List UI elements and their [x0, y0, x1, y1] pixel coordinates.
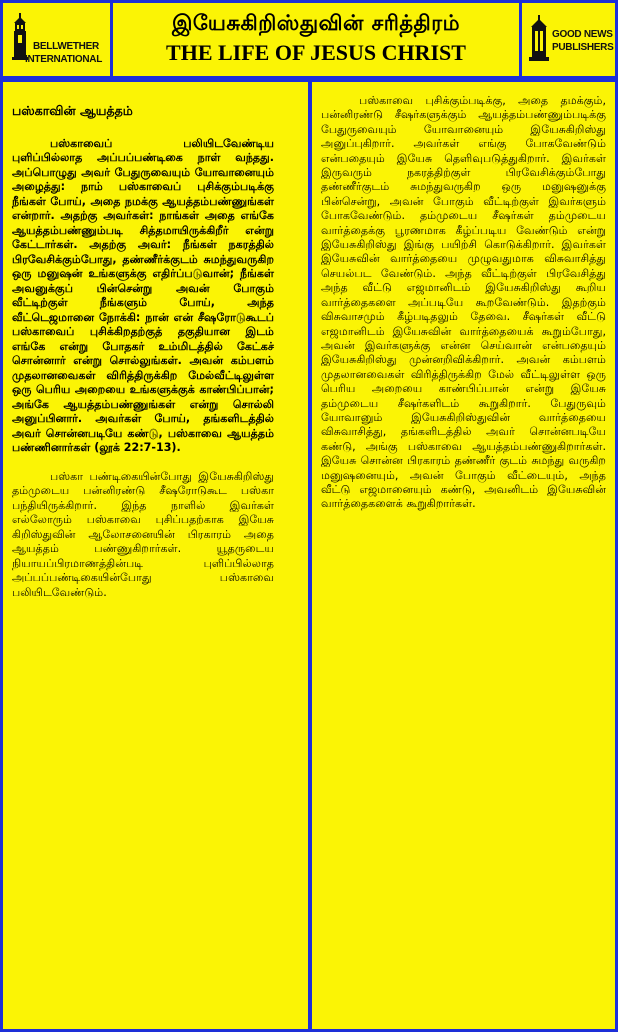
title-english: THE LIFE OF JESUS CHRIST [166, 40, 466, 65]
logo-bellwether [3, 3, 110, 76]
logo-left-line1: BELLWETHER [33, 41, 99, 52]
title-tamil: இயேசுகிறிஸ்துவின் சரித்திரம் [171, 11, 461, 35]
page-header [113, 3, 519, 76]
left-column-text [12, 104, 274, 600]
scripture-paragraph: பஸ்காவைப் பலியிடவேண்டிய புளிப்பில்லாத அப்பப்பண்டிகை நாள் வந்தது. அப்பொழுது அவர் பேதுருவையும் யோவானையும் அழைத்து: நாம் பஸ்காவைப் புசிக்கும்படிக்கு நீங்கள் போய், அதை நமக்கு ஆயத்தம்பண்ணுங்கள் என்றார். அதற்கு அவர்கள்: நாங்கள் அதை எங்கே ஆயத்தம்பண்ணும்படி சித்தமாயிருக்கிறீர் என்று கேட்டார்கள். அதற்கு அவர்: நீங்கள் நகரத்தில் பிரவேசிக்கும்போது, தண்ணீர்க்குடம் சுமந்துவருகிற ஒரு மனுஷன் உங்களுக்கு எதிர்ப்படுவான்; நீங்கள் அவனுக்குப் பின்சென்று அவன் போகும் வீட்டிற்குள் நீங்களும் போய், அந்த வீட்டெஜமானை நோக்கி: நான் என் சீஷரோடுகூடப் பஸ்காவைப் புசிக்கிறதற்குத் தகுதியான இடம் எங்கே என்று போதகர் உம்மிடத்தில் கேட்கச் சொன்னார் என்று சொல்லுங்கள். அவன் கம்பளம் முதலானவைகள் விரித்திருக்கிற மேல்வீட்டிலுள்ள ஒரு பெரிய அறையை உங்களுக்குக் காண்பிப்பான்; அங்கே ஆயத்தம்பண்ணுங்கள் என்று சொல்லி அனுப்பினார். அவர்கள் போய், தங்களிடத்தில் அவர் சொன்னபடியே கண்டு, பஸ்காவை ஆயத்தம் பண்ணினார்கள் (லூக் 22:7-13). [12, 136, 274, 454]
logo-right-line1: GOOD NEWS [552, 29, 613, 40]
left-column [3, 82, 308, 1029]
right-column-text [321, 94, 606, 512]
commentary-paragraph-2: பஸ்காவை புசிக்கும்படிக்கு, அதை தமக்கும், பன்னிரண்டு சீஷர்களுக்கும் ஆயத்தம்பண்ணும்படிக்கு பேதுருவையும் யோவானையும் இயேசுகிறிஸ்து அனுப்புகிறார். அவர்கள் எங்கு போகவேண்டும் என்பதையும் இயேசு தெளிவுபடுத்துகிறார். இவர்கள் இருவரும் நகரத்திற்குள் பிரவேசிக்கும்போது தண்ணீர்குடம் சுமந்துவருகிற ஒரு மனுஷனுக்கு பின்சென்று, அவன் போகும் வீட்டிற்குள் இவர்களும் போகவேண்டும். தம்முடைய சீஷர்கள் தம்முடைய வார்த்தைக்கு பூரணமாக கீழ்ப்படிய வேண்டும் என்று இயேசுகிறிஸ்து இங்கு பயிற்சி கொடுக்கிறார். இவர்கள் இயேசுவின் வார்த்தையை முழுவதுமாக விசுவாசித்து செயல்பட வேண்டும். அந்த வீட்டிற்குள் பிரவேசித்து அந்த வீட்டு எஜமானிடம் இயேசுகிறிஸ்து கூறிய வார்த்தைகளை அப்படியே கூறவேண்டும். இதற்கும் விசுவாசமும் கீழ்படிதலும் தேவை. சீஷர்கள் வீட்டு எஜமானிடம் இயேசுவின் வார்த்தையைக் கூறும்போது, அவன் இவர்களுக்கு என்ன செய்வான் என்பதையும் இயேசுகிறிஸ்து முன்னறிவிக்கிறார். அவன் கம்பளம் முதலானவைகள் விரித்திருக்கிற மேல் வீட்டிலுள்ள ஒரு பெரிய அறையை காண்பிப்பான் என்று இயேசு தம்முடைய சீஷர்களிடம் கூறுகிறார். பேதுருவும் யோவானும் இயேசுகிறிஸ்துவின் வார்த்தையை விசுவாசித்து, தங்களிடத்தில் அவர் சொன்னபடியே கண்டு, அங்கு பஸ்காவை ஆயத்தம்பண்ணுகிறார்கள். இயேசு சொன்ன பிரகாரம் தண்ணீர் குடம் சுமந்து வருகிற மனுஷனையும், அவன் போகும் வீட்டையும், அந்த வீட்டு எஜமானையும் கண்டு, அவனிடம் இயேசுவின் வார்த்தைகளைக் கூறுகிறார்கள். [321, 94, 606, 511]
logo-good-news [522, 3, 615, 76]
logo-right-line2: PUBLISHERS [552, 42, 614, 53]
logo-left-line2: INTERNATIONAL [25, 54, 103, 65]
commentary-paragraph-1: பஸ்கா பண்டிகையின்போது இயேசுகிறிஸ்து தம்முடைய பன்னிரண்டு சீஷரோடுகூட பஸ்கா பந்தியிருக்கிறார். இந்த நாளில் இவர்கள் எல்லோரும் பஸ்காவை புசிப்பதற்காக இயேசு கிறிஸ்துவின் ஆலோசனையின் பிரகாரம் அதை ஆயத்தம் பண்ணுகிறார்கள். யூதருடைய நியாயப்பிரமாணத்தின்படி புளிப்பில்லாத அப்பப்பண்டிகையின்போது பஸ்காவை பலியிடவேண்டும். [12, 469, 274, 599]
temple-icon [528, 15, 550, 63]
section-heading: பஸ்காவின் ஆயத்தம் [12, 103, 133, 118]
right-column [312, 82, 615, 1029]
